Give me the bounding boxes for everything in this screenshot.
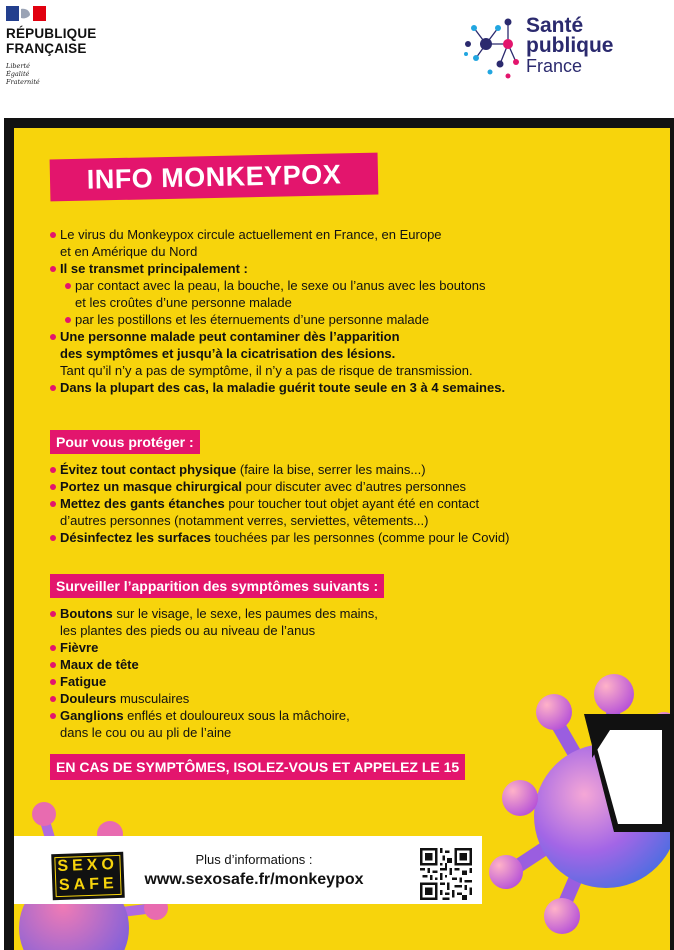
- list-item: Portez un masque chirurgical pour discuter avec d’autres personnes: [50, 478, 509, 495]
- symptoms-block: [50, 605, 378, 741]
- poster-panel: [14, 128, 670, 950]
- bullet-icon: [50, 467, 56, 473]
- bullet-icon: [65, 317, 71, 323]
- republique-name: RÉPUBLIQUE FRANÇAISE: [6, 26, 97, 56]
- list-item: d’autres personnes (notamment verres, serviettes, vêtements...): [60, 513, 429, 528]
- qr-code-icon[interactable]: [420, 848, 472, 900]
- list-item: par contact avec la peau, la bouche, le sexe ou l’anus avec les boutons: [50, 277, 505, 294]
- footer-bar: [14, 836, 482, 904]
- list-item: Fièvre: [50, 639, 378, 656]
- list-item: Évitez tout contact physique (faire la bise, serrer les mains...): [50, 461, 509, 478]
- list-item: Mettez des gants étanches pour toucher tout objet ayant été en contact: [50, 495, 509, 512]
- list-item: Le virus du Monkeypox circule actuellement en France, en Europe: [50, 226, 505, 243]
- protect-block: [50, 461, 509, 546]
- bullet-icon: [50, 232, 56, 238]
- poster-frame: [4, 118, 674, 950]
- list-item: Fatigue: [50, 673, 378, 690]
- title-banner: [50, 153, 379, 202]
- intro-block: [50, 226, 505, 396]
- protect-heading: Pour vous protéger :: [50, 430, 200, 454]
- info-label: Plus d’informations :: [195, 852, 313, 867]
- bullet-icon: [50, 535, 56, 541]
- list-item: par les postillons et les éternuements d’une personne malade: [50, 311, 505, 328]
- marianne-flag-icon: [6, 6, 46, 21]
- folded-corner: [584, 714, 674, 832]
- bullet-icon: [50, 713, 56, 719]
- list-item: les plantes des pieds ou au niveau de l’anus: [60, 623, 316, 638]
- list-item: Désinfectez les surfaces touchées par les personnes (comme pour le Covid): [50, 529, 509, 546]
- alert-banner: EN CAS DE SYMPTÔMES, ISOLEZ-VOUS ET APPELEZ LE 15: [50, 754, 465, 780]
- bullet-icon: [50, 334, 56, 340]
- info-url[interactable]: www.sexosafe.fr/monkeypox: [144, 871, 364, 888]
- bullet-icon: [65, 283, 71, 289]
- spf-dots-icon: [462, 6, 524, 86]
- list-item: Une personne malade peut contaminer dès l’apparition: [50, 328, 505, 345]
- poster-title: INFO MONKEYPOX: [86, 159, 342, 195]
- bullet-icon: [50, 696, 56, 702]
- bullet-icon: [50, 266, 56, 272]
- list-item: des symptômes et jusqu’à la cicatrisation des lésions.: [60, 346, 396, 361]
- bullet-icon: [50, 662, 56, 668]
- bullet-icon: [50, 679, 56, 685]
- bullet-icon: [50, 484, 56, 490]
- republique-motto: Liberté Égalité Fraternité: [6, 62, 40, 86]
- bullet-icon: [50, 501, 56, 507]
- sexosafe-logo: SEXO SAFE: [51, 852, 125, 900]
- list-item: Tant qu’il n’y a pas de symptôme, il n’y a pas de risque de transmission.: [60, 363, 473, 378]
- list-item: Ganglions enflés et douloureux sous la mâchoire,: [50, 707, 378, 724]
- list-item: dans le cou ou au pli de l’aine: [60, 725, 232, 740]
- bullet-icon: [50, 611, 56, 617]
- bullet-icon: [50, 645, 56, 651]
- list-item: Douleurs musculaires: [50, 690, 378, 707]
- symptoms-heading: Surveiller l’apparition des symptômes suivants :: [50, 574, 384, 598]
- list-item: Boutons sur le visage, le sexe, les paumes des mains,: [50, 605, 378, 622]
- list-item: et en Amérique du Nord: [60, 244, 198, 259]
- list-item: et les croûtes d’une personne malade: [75, 295, 292, 310]
- list-item: Maux de tête: [50, 656, 378, 673]
- spf-name: Santé publique France: [526, 14, 614, 76]
- bullet-icon: [50, 385, 56, 391]
- list-item: Dans la plupart des cas, la maladie guérit toute seule en 3 à 4 semaines.: [50, 379, 505, 396]
- list-item: Il se transmet principalement :: [50, 260, 505, 277]
- sante-publique-france-logo: [462, 6, 622, 86]
